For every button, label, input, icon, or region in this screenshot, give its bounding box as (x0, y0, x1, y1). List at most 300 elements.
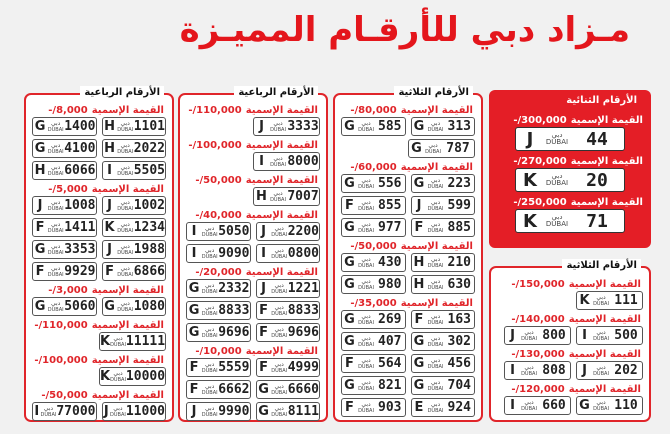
number-plate (32, 402, 97, 421)
face-value-label: القيمة الإسمية10,000/- (195, 346, 318, 357)
plate-number: 7007 (287, 189, 319, 204)
plate-code: J (510, 328, 515, 343)
plate-emirate: دبي DUBAI (593, 398, 609, 412)
plate-number: 5559 (218, 360, 250, 375)
plate-emirate: دبي DUBAI (358, 312, 374, 326)
plate-emirate: دبي DUBAI (117, 242, 134, 256)
number-plate (102, 196, 167, 215)
plate-row (32, 161, 166, 182)
plate-code: G (413, 119, 425, 134)
plate-emirate: دبي DUBAI (593, 363, 609, 377)
plate-row (341, 398, 475, 419)
number-plate (32, 196, 97, 215)
plate-emirate: دبي DUBAI (47, 119, 64, 133)
plate-code: G (34, 242, 46, 257)
plate-row (32, 297, 166, 318)
plate-emirate: دبي DUBAI (201, 303, 218, 317)
plate-number: 1002 (133, 198, 165, 213)
face-value-label: القيمة الإسمية80,000/- (350, 105, 473, 116)
number-plate (504, 326, 571, 345)
plate-code: I (510, 363, 515, 378)
plate-emirate: دبي DUBAI (521, 363, 537, 377)
plate-code: K (579, 293, 590, 308)
plate-code: H (256, 189, 267, 204)
number-plate (341, 275, 406, 294)
plate-number: 599 (447, 198, 471, 213)
plate-emirate: دبي DUBAI (117, 264, 134, 278)
face-value-label: القيمة الإسمية8,000/- (48, 105, 164, 116)
plate-code: H (104, 141, 116, 156)
panel-body (341, 104, 475, 420)
face-value-label: القيمة الإسمية60,000/- (350, 162, 473, 173)
plate-code: E (414, 400, 424, 415)
number-plate (32, 161, 97, 180)
number-plate (186, 244, 251, 263)
plate-emirate: دبي DUBAI (545, 172, 569, 187)
plate-number: 1008 (64, 198, 96, 213)
number-plate (186, 222, 251, 241)
plate-code: F (345, 198, 354, 213)
plate-number: 163 (447, 312, 471, 327)
plate-number: 821 (378, 378, 402, 393)
plate-number: 6660 (287, 382, 319, 397)
plate-code: J (103, 404, 109, 419)
plate-code: K (100, 369, 111, 384)
plate-number: 630 (447, 277, 471, 292)
number-plate (504, 361, 571, 380)
plate-code: G (344, 378, 355, 393)
plate-code: G (344, 255, 355, 270)
number-plate (253, 117, 320, 136)
plate-code: J (261, 224, 266, 239)
plate-number: 885 (447, 220, 471, 235)
plate-emirate: دبي DUBAI (201, 246, 218, 260)
plate-emirate: دبي DUBAI (47, 198, 64, 212)
number-plate (256, 402, 321, 421)
plate-emirate: دبي DUBAI (117, 119, 134, 133)
number-plate (341, 354, 406, 373)
number-plate (515, 127, 625, 151)
plate-emirate: دبي DUBAI (117, 141, 134, 155)
number-plate (32, 218, 97, 237)
plate-number: 8833 (287, 303, 319, 318)
number-plate (32, 297, 97, 316)
plate-row (186, 358, 320, 379)
panel-body (497, 278, 643, 418)
plate-number: 1411 (64, 220, 96, 235)
plate-row (341, 253, 475, 274)
plate-number: 269 (378, 312, 402, 327)
plate-row (341, 196, 475, 217)
number-plate (186, 380, 251, 399)
number-plate (341, 398, 406, 417)
plate-code: F (414, 220, 424, 235)
plate-number: 430 (378, 255, 402, 270)
plate-emirate: دبي DUBAI (427, 356, 444, 370)
number-plate (411, 253, 476, 272)
face-value-label: القيمة الإسمية270,000/- (513, 156, 643, 167)
plate-code: J (37, 198, 43, 213)
plate-emirate: دبي DUBAI (110, 334, 126, 348)
plate-number: 4100 (64, 141, 96, 156)
plate-number: 564 (378, 356, 402, 371)
plate-code: G (188, 325, 200, 340)
plate-emirate: دبي DUBAI (521, 328, 537, 342)
panel-three-digit-premium (489, 260, 651, 422)
plate-number: 6866 (133, 264, 165, 279)
number-plate (256, 380, 321, 399)
plate-code: G (344, 176, 355, 191)
plate-row (497, 291, 643, 312)
number-plate (99, 367, 166, 386)
plate-code: J (582, 363, 587, 378)
plate-number: 6662 (218, 382, 250, 397)
plate-number: 202 (614, 363, 638, 378)
number-plate (411, 275, 476, 294)
plate-number: 3333 (287, 119, 319, 134)
plate-number: 223 (447, 176, 471, 191)
plate-number: 787 (446, 141, 470, 156)
plate-emirate: دبي DUBAI (427, 312, 444, 326)
plate-number: 1080 (133, 299, 165, 314)
plate-code: G (344, 277, 355, 292)
plate-number: 10000 (125, 369, 166, 384)
number-plate (341, 218, 406, 237)
plate-code: J (526, 128, 534, 150)
face-value-label: القيمة الإسمية250,000/- (513, 197, 643, 208)
number-plate (504, 396, 571, 415)
plate-emirate: دبي DUBAI (521, 398, 537, 412)
plate-number: 11000 (125, 404, 165, 419)
plate-number: 8833 (218, 303, 250, 318)
plate-row (497, 361, 643, 382)
plate-row (495, 209, 645, 235)
number-plate (102, 297, 167, 316)
number-plate (186, 402, 251, 421)
plate-number: 1101 (133, 119, 165, 134)
plate-emirate: دبي DUBAI (271, 325, 288, 339)
plate-number: 660 (542, 398, 566, 413)
plate-number: 302 (447, 334, 471, 349)
plate-number: 8111 (287, 404, 319, 419)
plate-row (495, 127, 645, 153)
number-plate (576, 396, 643, 415)
plate-emirate: دبي DUBAI (271, 303, 288, 317)
plate-number: 9696 (218, 325, 250, 340)
plate-number: 903 (378, 400, 402, 415)
plate-emirate: دبي DUBAI (358, 198, 374, 212)
plate-row (32, 240, 166, 261)
plate-emirate: دبي DUBAI (358, 378, 374, 392)
plate-number: 9929 (64, 264, 96, 279)
plate-code: I (191, 224, 197, 239)
panel-two-digit (489, 90, 651, 248)
plate-code: G (188, 281, 200, 296)
plate-row (186, 244, 320, 265)
number-plate (341, 310, 406, 329)
face-value-label: القيمة الإسمية20,000/- (195, 267, 318, 278)
plate-row (495, 168, 645, 194)
plate-row (186, 152, 320, 173)
plate-code: H (413, 277, 425, 292)
number-plate (411, 117, 476, 136)
plate-emirate: دبي DUBAI (117, 198, 134, 212)
plate-code: G (411, 141, 422, 156)
number-plate (341, 196, 406, 215)
face-value-label: القيمة الإسمية140,000/- (511, 314, 641, 325)
plate-code: F (189, 382, 199, 397)
plate-number: 3353 (64, 242, 96, 257)
plate-number: 5505 (133, 163, 165, 178)
plate-emirate: دبي DUBAI (358, 220, 374, 234)
number-plate (256, 222, 321, 241)
plate-row (186, 402, 320, 423)
plate-number: 44 (586, 128, 608, 150)
panel-three-digit (333, 87, 483, 422)
plate-emirate: دبي DUBAI (271, 404, 288, 418)
face-value-label: القيمة الإسمية50,000/- (195, 175, 318, 186)
plate-emirate: دبي DUBAI (427, 220, 444, 234)
plate-number: 800 (542, 328, 566, 343)
plate-emirate: دبي DUBAI (201, 360, 218, 374)
number-plate (341, 332, 406, 351)
plate-code: F (189, 360, 199, 375)
number-plate (256, 358, 321, 377)
plate-code: F (259, 303, 269, 318)
plate-emirate: دبي DUBAI (117, 163, 134, 177)
face-value-label: القيمة الإسمية50,000/- (350, 241, 473, 252)
plate-code: G (34, 141, 46, 156)
plate-number: 0800 (287, 246, 319, 261)
plate-code: G (344, 334, 355, 349)
plate-emirate: دبي DUBAI (47, 141, 64, 155)
plate-emirate: دبي DUBAI (358, 400, 374, 414)
plate-row (341, 117, 475, 138)
number-plate (341, 174, 406, 193)
number-plate (186, 301, 251, 320)
plate-emirate: دبي DUBAI (270, 154, 286, 168)
plate-code: G (344, 312, 355, 327)
number-plate (341, 117, 406, 136)
panel-four-five-digit (24, 87, 174, 422)
plate-code: H (413, 255, 425, 270)
plate-emirate: دبي DUBAI (427, 277, 444, 291)
number-plate (102, 218, 167, 237)
plate-code: I (582, 328, 587, 343)
plate-emirate: دبي DUBAI (110, 404, 126, 418)
plate-emirate: دبي DUBAI (358, 277, 374, 291)
plate-number: 77000 (56, 404, 96, 419)
plate-emirate: دبي DUBAI (427, 198, 444, 212)
plate-number: 210 (447, 255, 471, 270)
plate-code: J (191, 404, 197, 419)
plate-code: G (413, 176, 425, 191)
plate-emirate: دبي DUBAI (201, 382, 218, 396)
number-plate (576, 291, 643, 310)
number-plate (102, 139, 167, 158)
plate-number: 977 (378, 220, 402, 235)
plate-row (341, 354, 475, 375)
number-plate (411, 218, 476, 237)
plate-emirate: دبي DUBAI (271, 382, 288, 396)
plate-code: K (100, 334, 111, 349)
plate-row (32, 402, 166, 423)
number-plate (408, 139, 475, 158)
number-plate (102, 117, 167, 136)
plate-row (32, 139, 166, 160)
plate-emirate: دبي DUBAI (593, 328, 609, 342)
plate-emirate: دبي DUBAI (545, 213, 569, 228)
plate-emirate: دبي DUBAI (427, 255, 444, 269)
plate-code: G (344, 119, 355, 134)
plate-code: J (261, 281, 266, 296)
plate-code: F (105, 264, 115, 279)
number-plate (256, 301, 321, 320)
number-plate (102, 402, 167, 421)
number-plate (411, 354, 476, 373)
plate-code: I (259, 154, 264, 169)
plate-code: G (34, 119, 46, 134)
number-plate (102, 240, 167, 259)
number-plate (256, 323, 321, 342)
plate-number: 9990 (218, 404, 250, 419)
number-plate (256, 244, 321, 263)
plate-emirate: دبي DUBAI (593, 293, 609, 307)
plate-row (32, 367, 166, 388)
plate-code: G (258, 404, 269, 419)
plate-emirate: دبي DUBAI (271, 224, 288, 238)
plate-row (32, 196, 166, 217)
plate-code: F (345, 400, 354, 415)
plate-emirate: دبي DUBAI (270, 189, 286, 203)
face-value-label: القيمة الإسمية150,000/- (511, 279, 641, 290)
plate-emirate: دبي DUBAI (271, 281, 288, 295)
panel-heading: الأرقام الثلاثية (394, 86, 473, 99)
plate-emirate: دبي DUBAI (201, 325, 218, 339)
number-plate (32, 117, 97, 136)
plate-number: 110 (614, 398, 638, 413)
plate-row (186, 380, 320, 401)
plate-code: J (107, 198, 112, 213)
number-plate (253, 152, 320, 171)
number-plate (411, 398, 476, 417)
plate-code: G (188, 303, 200, 318)
plate-row (341, 310, 475, 331)
plate-code: I (107, 163, 112, 178)
face-value-label: القيمة الإسمية120,000/- (511, 384, 641, 395)
plate-number: 704 (447, 378, 471, 393)
number-plate (32, 139, 97, 158)
plate-number: 2200 (287, 224, 319, 239)
plate-number: 1234 (133, 220, 165, 235)
plate-number: 9090 (218, 246, 250, 261)
plate-row (186, 301, 320, 322)
face-value-label: القيمة الإسمية35,000/- (350, 298, 473, 309)
plate-row (32, 332, 166, 353)
plate-emirate: دبي DUBAI (110, 369, 126, 383)
plate-code: F (259, 360, 269, 375)
panel-four-digit-premium (178, 87, 328, 422)
panel-body (32, 104, 166, 424)
plate-code: F (259, 325, 269, 340)
panel-body (495, 112, 645, 236)
plate-code: J (107, 242, 112, 257)
plate-code: F (35, 264, 45, 279)
number-plate (411, 174, 476, 193)
plate-row (497, 396, 643, 417)
plate-row (341, 218, 475, 239)
panel-body (186, 104, 320, 424)
plate-emirate: دبي DUBAI (427, 334, 444, 348)
number-plate (576, 361, 643, 380)
plate-number: 71 (586, 210, 608, 232)
plate-emirate: دبي DUBAI (47, 242, 64, 256)
face-value-label: القيمة الإسمية3,000/- (48, 285, 164, 296)
number-plate (253, 187, 320, 206)
plate-emirate: دبي DUBAI (47, 220, 64, 234)
plate-emirate: دبي DUBAI (271, 246, 288, 260)
panel-heading: الأرقام الثنائية (562, 94, 641, 107)
plate-emirate: دبي DUBAI (358, 119, 374, 133)
plate-emirate: دبي DUBAI (427, 176, 444, 190)
number-plate (102, 161, 167, 180)
face-value-label: القيمة الإسمية130,000/- (511, 349, 641, 360)
number-plate (411, 310, 476, 329)
plate-row (497, 326, 643, 347)
plate-code: K (523, 210, 537, 232)
plate-emirate: دبي DUBAI (427, 378, 444, 392)
panel-heading: الأرقام الثلاثية (562, 259, 641, 272)
plate-code: G (104, 299, 115, 314)
plate-code: K (523, 169, 537, 191)
plate-code: G (413, 356, 425, 371)
face-value-label: القيمة الإسمية50,000/- (41, 390, 164, 401)
face-value-label: القيمة الإسمية110,000/- (34, 320, 164, 331)
plate-emirate: دبي DUBAI (40, 404, 57, 418)
plate-emirate: دبي DUBAI (427, 400, 444, 414)
plate-number: 4999 (287, 360, 319, 375)
plate-number: 456 (447, 356, 471, 371)
plate-emirate: دبي DUBAI (201, 404, 218, 418)
plate-code: H (34, 163, 46, 178)
plate-number: 8000 (287, 154, 319, 169)
plate-row (186, 187, 320, 208)
plate-number: 313 (447, 119, 471, 134)
plate-number: 407 (378, 334, 402, 349)
plate-number: 5050 (218, 224, 250, 239)
plate-emirate: دبي DUBAI (358, 176, 374, 190)
number-plate (515, 209, 625, 233)
number-plate (186, 279, 251, 298)
plate-number: 5060 (64, 299, 96, 314)
plate-number: 111 (614, 293, 638, 308)
plate-row (341, 174, 475, 195)
panel-heading: الأرقام الرباعية (234, 86, 318, 99)
plate-row (341, 376, 475, 397)
number-plate (186, 323, 251, 342)
plate-number: 2332 (218, 281, 250, 296)
number-plate (576, 326, 643, 345)
face-value-label: القيمة الإسمية5,000/- (48, 184, 164, 195)
plate-code: F (35, 220, 45, 235)
face-value-label: القيمة الإسمية110,000/- (188, 105, 318, 116)
plate-emirate: دبي DUBAI (201, 281, 218, 295)
plate-code: G (413, 378, 425, 393)
face-value-label: القيمة الإسمية100,000/- (34, 355, 164, 366)
plate-code: F (414, 312, 424, 327)
plate-code: H (104, 119, 116, 134)
plate-emirate: دبي DUBAI (270, 119, 286, 133)
